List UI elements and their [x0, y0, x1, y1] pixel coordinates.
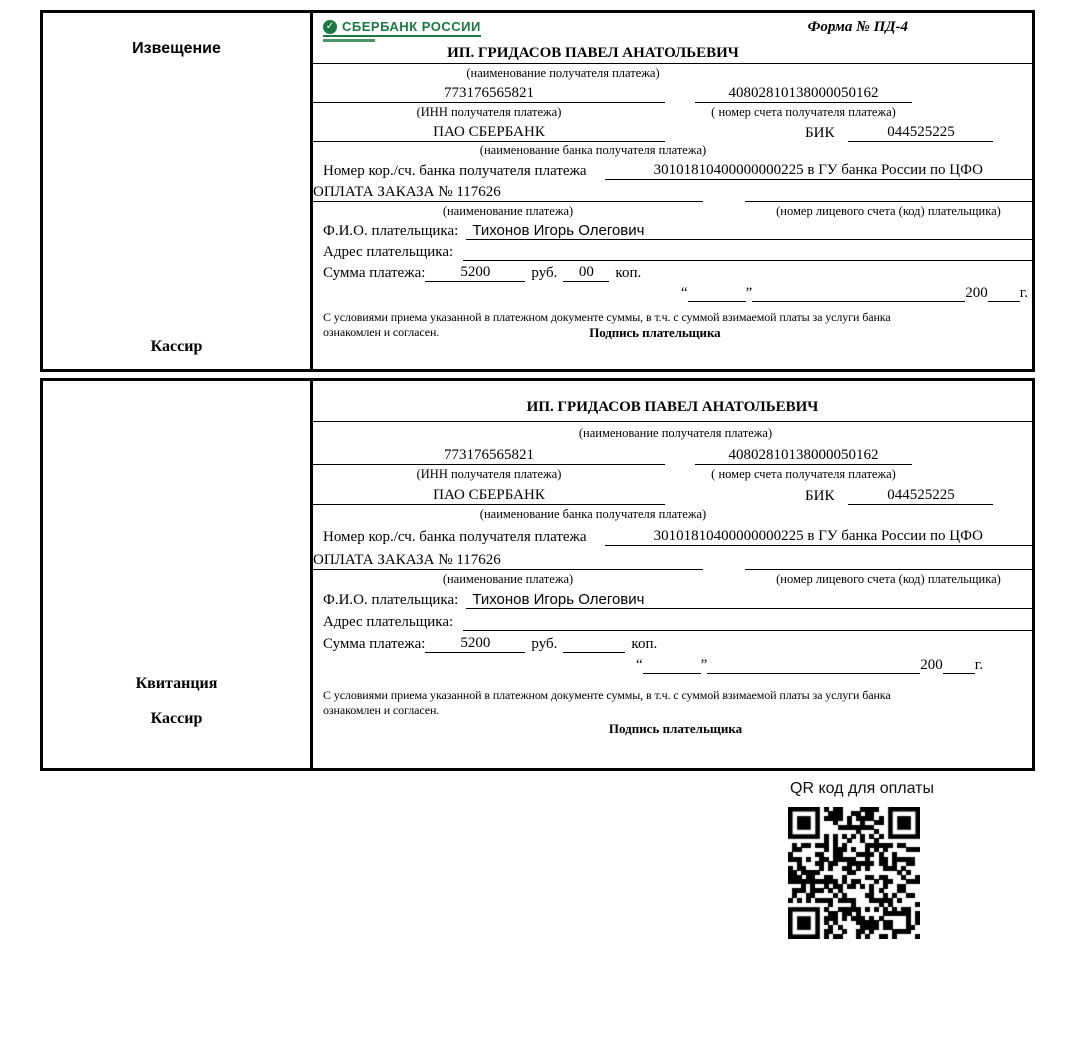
inn-caption: (ИНН получателя платежа)	[416, 467, 562, 481]
inn-caption: (ИНН получателя платежа)	[416, 105, 562, 119]
agreement-line1: С условиями приема указанной в платежном документе суммы, в т.ч. с суммой взимаемой платы за услуги банка	[323, 310, 891, 324]
agreement-line1: С условиями приема указанной в платежном документе суммы, в т.ч. с суммой взимаемой платы за услуги банка	[323, 688, 891, 702]
kop-label: коп.	[615, 265, 642, 281]
payment-purpose-row	[313, 184, 1028, 202]
sberbank-logo-text: СБЕРБАНК РОССИИ	[342, 19, 481, 34]
receipt-label: Квитанция	[135, 675, 218, 692]
year-suffix: г.	[1019, 285, 1028, 301]
payer-address-label: Адрес плательщика:	[323, 614, 454, 630]
account-caption: ( номер счета получателя платежа)	[711, 105, 896, 119]
agreement-text	[323, 310, 1028, 340]
year-suffix: г.	[974, 657, 983, 673]
bank-caption: (наименование банка получателя платежа)	[479, 143, 707, 157]
inn-account-row	[323, 447, 1028, 465]
order-number: 117626	[456, 184, 501, 200]
payer-name-row	[323, 591, 1028, 609]
amount-rub-value: 5200	[425, 635, 525, 653]
notice-header	[323, 19, 1028, 45]
account-value: 40802810138000050162	[695, 85, 912, 103]
account-caption: ( номер счета получателя платежа)	[711, 467, 896, 481]
signature-label: Подпись плательщика	[608, 721, 743, 736]
corr-account-value: 30101810400000000225 в ГУ банка России по ЦФО	[605, 528, 1032, 546]
bik-label: БИК	[805, 125, 835, 141]
amount-rub-value: 5200	[425, 264, 525, 282]
payer-name-value: Тихонов Игорь Олегович	[466, 591, 1032, 609]
payment-purpose-row	[313, 552, 1028, 570]
divider-line	[313, 63, 1032, 64]
payer-name-label: Ф.И.О. плательщика:	[323, 592, 459, 608]
personal-caption: (номер лицевого счета (код) плательщика)	[776, 204, 1001, 218]
notice-section	[40, 10, 1035, 372]
payment-caption: (наименование платежа)	[442, 204, 574, 218]
inn-account-captions	[323, 105, 1028, 120]
corr-account-row	[323, 528, 1028, 546]
order-number: 117626	[456, 552, 501, 568]
sberbank-logo	[323, 19, 481, 42]
amount-kop-value: 00	[563, 264, 609, 282]
date-year-blank	[988, 286, 1020, 302]
personal-caption: (номер лицевого счета (код) плательщика)	[776, 572, 1001, 586]
year-prefix: 200	[920, 657, 943, 673]
divider-line	[313, 421, 1032, 422]
receipt-content	[313, 381, 1032, 768]
date-month-blank	[752, 286, 965, 302]
bank-bik-row	[323, 487, 1028, 505]
notice-content	[313, 13, 1032, 369]
sberbank-logo-icon: ✓	[323, 20, 337, 34]
amount-row	[323, 635, 1028, 653]
payer-name-row	[323, 222, 1028, 240]
bik-value: 044525225	[848, 124, 993, 142]
inn-value: 773176565821	[313, 447, 665, 465]
agreement-line2-row	[323, 325, 1028, 340]
signature-label: Подпись плательщика	[589, 325, 721, 340]
payee-name: ИП. ГРИДАСОВ ПАВЕЛ АНАТОЛЬЕВИЧ	[447, 45, 739, 61]
inn-value: 773176565821	[313, 85, 665, 103]
agreement-line2: ознакомлен и согласен.	[323, 703, 440, 717]
payer-address-row	[323, 243, 1028, 261]
cashier-label: Кассир	[150, 338, 203, 355]
amount-row	[323, 264, 1028, 282]
bik-label: БИК	[805, 488, 835, 504]
notice-label: Извещение	[132, 40, 221, 57]
date-day-blank	[688, 286, 746, 302]
bik-value: 044525225	[848, 487, 993, 505]
agreement-text	[323, 688, 1028, 718]
date-day-blank	[643, 658, 701, 674]
payer-name-value: Тихонов Игорь Олегович	[466, 222, 1032, 240]
payer-address-blank	[463, 243, 1032, 261]
date-year-blank	[943, 658, 975, 674]
payee-caption: (наименование получателя платежа)	[578, 426, 773, 440]
rub-label: руб.	[531, 265, 558, 281]
kop-label: коп.	[631, 636, 658, 652]
bank-name-value: ПАО СБЕРБАНК	[313, 124, 665, 142]
payment-purpose-cell	[313, 552, 703, 570]
qr-block	[788, 780, 934, 939]
date-row	[323, 657, 983, 674]
payer-address-row	[323, 613, 1028, 631]
corr-account-label: Номер кор./сч. банка получателя платежа	[323, 163, 587, 179]
inn-account-row	[323, 85, 1028, 103]
payment-captions-row	[323, 572, 1028, 587]
sberbank-logo-tagline	[323, 39, 375, 42]
bank-bik-row	[323, 124, 1028, 142]
corr-account-label: Номер кор./сч. банка получателя платежа	[323, 529, 587, 545]
payee-caption: (наименование получателя платежа)	[466, 66, 660, 80]
amount-kop-blank	[563, 636, 625, 653]
payment-captions-row	[323, 204, 1028, 219]
qr-label: QR код для оплаты	[790, 780, 935, 797]
personal-account-blank	[745, 552, 1032, 570]
payer-address-blank	[463, 613, 1032, 631]
payment-purpose-label: ОПЛАТА ЗАКАЗА №	[313, 184, 453, 200]
bank-caption: (наименование банка получателя платежа)	[479, 507, 707, 521]
receipt-stub	[43, 381, 313, 768]
agreement-line2: ознакомлен и согласен.	[323, 325, 440, 339]
inn-account-captions	[323, 467, 1028, 482]
sberbank-logo-main	[323, 19, 481, 37]
date-month-blank	[707, 658, 920, 674]
notice-stub	[43, 13, 313, 369]
amount-label: Сумма платежа:	[323, 636, 426, 652]
date-row	[323, 285, 1028, 302]
corr-account-row	[323, 162, 1028, 180]
rub-label: руб.	[531, 636, 558, 652]
bank-name-value: ПАО СБЕРБАНК	[313, 487, 665, 505]
quote-open: “	[635, 657, 643, 673]
quote-open: “	[680, 285, 688, 301]
payment-caption: (наименование платежа)	[442, 572, 574, 586]
payer-address-label: Адрес плательщика:	[323, 244, 454, 260]
quote-close: ”	[700, 657, 708, 673]
receipt-section	[40, 378, 1035, 771]
qr-code	[788, 807, 920, 939]
payment-purpose-cell	[313, 184, 703, 202]
personal-account-blank	[745, 184, 1032, 202]
cashier-label: Кассир	[150, 710, 203, 727]
corr-account-value: 30101810400000000225 в ГУ банка России по ЦФО	[605, 162, 1032, 180]
payee-name: ИП. ГРИДАСОВ ПАВЕЛ АНАТОЛЬЕВИЧ	[526, 399, 819, 415]
account-value: 40802810138000050162	[695, 447, 912, 465]
quote-close: ”	[745, 285, 753, 301]
amount-label: Сумма платежа:	[323, 265, 426, 281]
payment-purpose-label: ОПЛАТА ЗАКАЗА №	[313, 552, 453, 568]
payer-name-label: Ф.И.О. плательщика:	[323, 223, 459, 239]
form-number-label: Форма № ПД-4	[807, 19, 908, 35]
year-prefix: 200	[965, 285, 988, 301]
